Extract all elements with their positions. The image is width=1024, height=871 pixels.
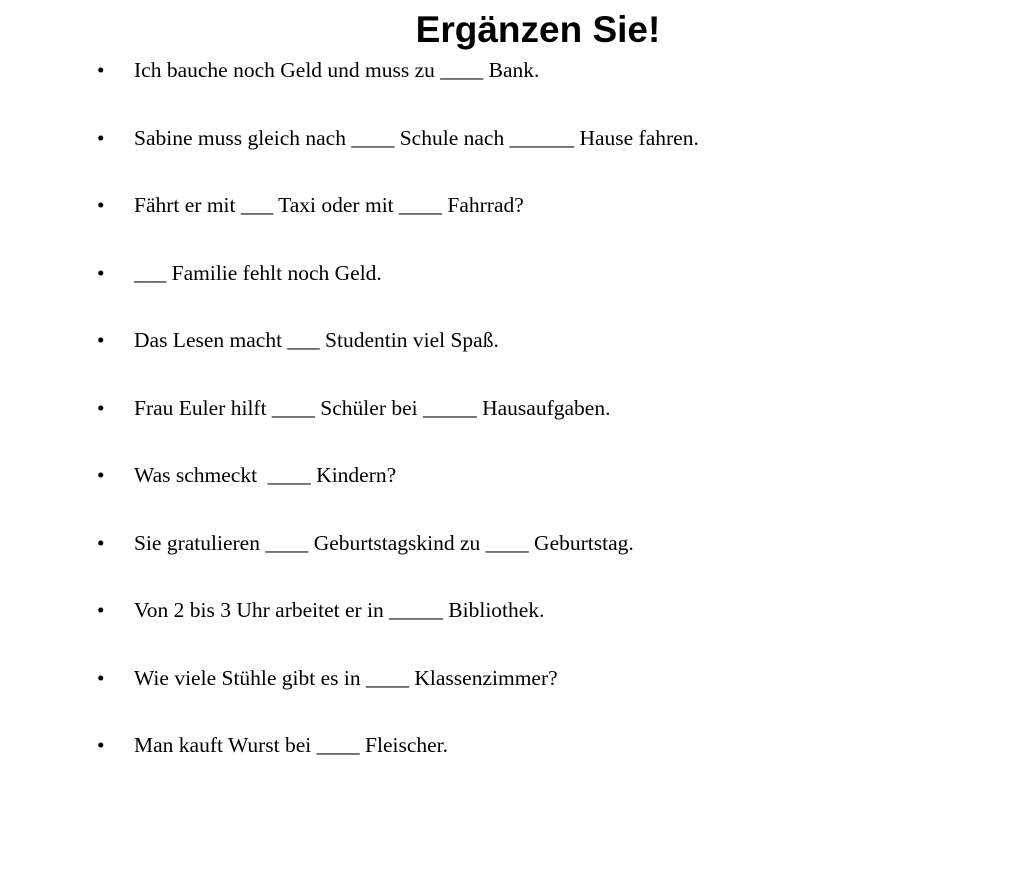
list-item xyxy=(0,120,699,188)
bullet-icon: • xyxy=(97,463,105,487)
list-item xyxy=(0,727,449,795)
bullet-icon: • xyxy=(97,260,105,285)
bullet-icon: • xyxy=(97,598,105,622)
bullet-icon: • xyxy=(97,395,105,420)
bullet-icon: • xyxy=(97,665,105,690)
exercise-sentence: Fährt er mit ___ Taxi oder mit ____ Fahrrad? xyxy=(134,193,524,217)
exercise-sentence: Was schmeckt ____ Kindern? xyxy=(134,463,397,487)
exercise-sentence: Von 2 bis 3 Uhr arbeitet er in _____ Bibliothek. xyxy=(134,598,545,622)
bullet-icon: • xyxy=(97,530,105,555)
list-item xyxy=(0,390,611,458)
bullet-icon: • xyxy=(97,125,105,150)
list-item xyxy=(0,322,499,390)
list-item xyxy=(0,52,540,120)
exercise-sentence: ___ Familie fehlt noch Geld. xyxy=(134,260,382,285)
list-item xyxy=(0,525,634,593)
slide-title: Ergänzen Sie! xyxy=(415,9,661,50)
exercise-list xyxy=(0,52,699,795)
bullet-icon: • xyxy=(97,733,105,757)
exercise-sentence: Sie gratulieren ____ Geburtstagskind zu ____ Geburtstag. xyxy=(134,530,634,555)
exercise-sentence: Wie viele Stühle gibt es in ____ Klassenzimmer? xyxy=(134,665,558,690)
exercise-sentence: Ich bauche noch Geld und muss zu ____ Bank. xyxy=(134,58,540,82)
exercise-sentence: Frau Euler hilft ____ Schüler bei _____ Hausaufgaben. xyxy=(134,395,611,420)
list-item xyxy=(0,457,397,525)
list-item xyxy=(0,255,382,323)
bullet-icon: • xyxy=(97,193,105,217)
bullet-icon: • xyxy=(97,328,105,352)
list-item xyxy=(0,660,558,728)
exercise-sentence: Das Lesen macht ___ Studentin viel Spaß. xyxy=(134,328,499,352)
exercise-sentence: Man kauft Wurst bei ____ Fleischer. xyxy=(134,733,449,757)
list-item xyxy=(0,187,524,255)
list-item xyxy=(0,592,545,660)
bullet-icon: • xyxy=(97,58,105,82)
exercise-sentence: Sabine muss gleich nach ____ Schule nach ______ Hause fahren. xyxy=(134,125,699,150)
